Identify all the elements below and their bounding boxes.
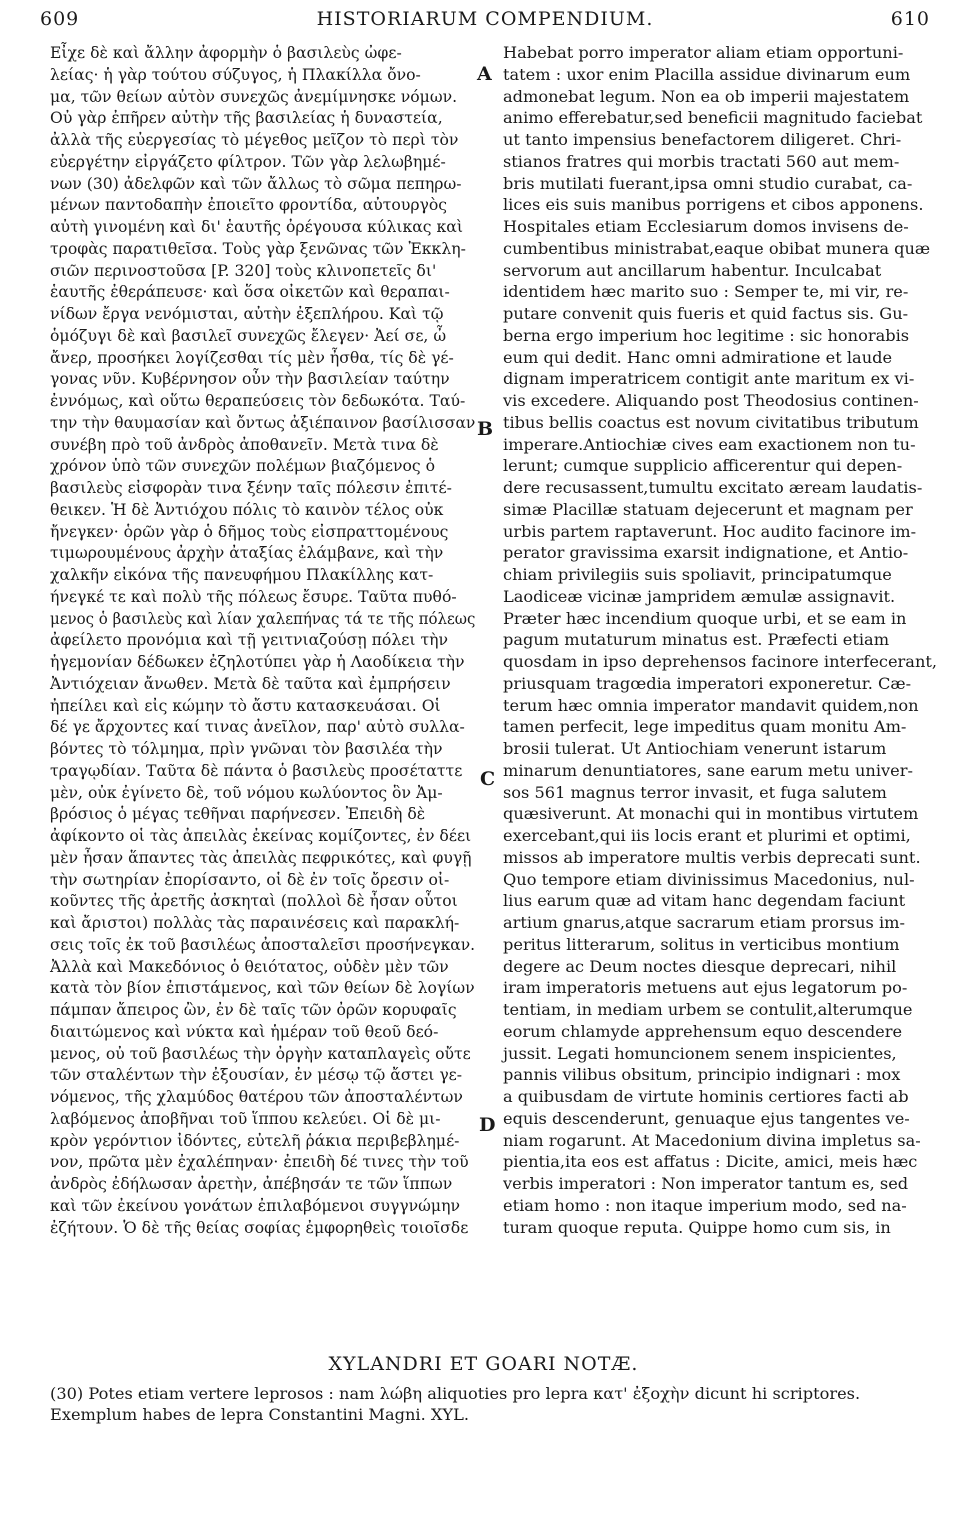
greek-text-line: ήνεγκέ τε καὶ πολὺ τῆς πόλεως ἔσυρε. Ταῦτα πυθό- [50,586,457,606]
greek-text-line: ἀφείλετο προνόμια καὶ τῇ γειτνιαζούσῃ πόλει τὴν [50,630,448,650]
latin-text-line: cumbentibus ministrabat,eaque obibat munera quæ [503,238,931,258]
greek-text-line: μὲν ἦσαν ἅπαντες τὰς ἀπειλὰς πεφρικότες, καὶ φυγῇ [50,847,472,867]
latin-text-line: terum hæc omnia imperator mandavit quidem,non [503,695,919,715]
greek-text-line: ἠπείλει καὶ εἰς κώμην τὸ ἄστυ κατασκευάσαι. Οἱ [50,695,441,715]
greek-text-column [50,42,490,1238]
latin-text-line: degere ac Deum noctes diesque deprecari, nihil [503,956,897,976]
latin-text-line: pientia,ita eos est affatus : Dicite, amici, meis hæc [503,1152,918,1172]
greek-text-line: σιῶν περινοστοῦσα [P. 320] τοὺς κλινοπετεῖς δι' [50,260,437,280]
latin-text-line: pannis vilibus obsitum, principio indignari : mox [503,1065,901,1085]
greek-text-line: λαβόμενος ἀποβῆναι τοῦ ἵππου κελεύει. Οἱ δὲ μι- [50,1108,441,1128]
latin-text-line: dere recusassent,tumultu excitato æream laudatis- [503,478,923,497]
greek-text-line: Οὐ γὰρ ἐπῆρεν αὐτὴν τῆς βασιλείας ἡ δυναστεία, [50,108,443,128]
greek-text-line: κοῦντες τῆς ἀρετῆς ἀσκηταὶ (πολλοὶ δὲ ἦσαν οὗτοι [50,891,458,911]
latin-text-line: artium gnarus,atque sacrarum etiam prorsus im- [503,913,905,932]
latin-text-line: equis descenderunt, genuaque ejus tangentes ve- [503,1108,910,1128]
latin-text-line: lerunt; cumque supplicio afficerentur qui depen- [503,456,903,476]
greek-text-line: θεικεν. Ἡ δὲ Ἀντιόχου πόλις τὸ καινὸν τέλος οὐκ [50,499,444,519]
latin-text-line: Quo tempore etiam divinissimus Macedonius, nul- [503,869,915,889]
latin-text-column [503,42,948,1238]
greek-text-line: τροφὰς παρατιθεῖσα. Τοὺς γὰρ ξενῶνας τῶν Ἐκκλη- [50,238,466,258]
latin-text-line: tentiam, in mediam urbem se contulit,alterumque [503,1000,913,1019]
latin-text-line: Præter hæc incendium quoque urbi, et se eam in [503,608,907,628]
greek-text-line: εὐεργέτην εἰργάζετο φίλτρον. Τῶν γὰρ λελωβημέ- [50,151,446,171]
page-header [40,8,930,38]
latin-text-line: quæsiverunt. At monachi qui in montibus virtutem [503,804,919,824]
latin-text-line: tamen perfecit, lege impeditus quam monitu Am- [503,717,907,737]
section-marker-d: D [479,1114,496,1136]
latin-text-line: stianos fratres qui morbis tractati 560 aut mem- [503,151,900,171]
greek-text-line: την τὴν θαυμασίαν καὶ ὄντως ἀξιέπαινον βασίλισσαν [50,412,476,432]
latin-text-line: niam rogarunt. At Macedonium divina impletus sa- [503,1130,921,1150]
latin-text-line: lius earum quæ ad vitam hanc degendam faciunt [503,891,906,911]
greek-text-line: ἑαυτῆς ἐθεράπευσε· καὶ ὅσα οἰκετῶν καὶ θεραπαι- [50,282,450,302]
greek-text-line: ἀφίκοντο οἱ τὰς ἀπειλὰς ἐκείνας κομίζοντες, ἐν δέει [50,826,472,845]
latin-text-line: peritus litterarum, solitus in verticibus montium [503,934,900,954]
latin-text-line: iram imperatoris metuens aut ejus legatorum po- [503,978,908,998]
latin-text-line: tatem : uxor enim Placilla assidue divinarum eum [503,64,911,84]
greek-text-line: κρὸν γερόντιον ἰδόντες, εὐτελῆ ῥάκια περιβεβλημέ- [50,1130,460,1150]
latin-text-line: dignam imperatricem contigit ante maritum ex vi- [503,369,915,389]
latin-text-line: turam quoque reputa. Quippe homo cum sis, in [503,1217,891,1237]
greek-text-line: νων (30) ἀδελφῶν καὶ τῶν ἄλλως τὸ σῶμα πεπηρω- [50,173,462,193]
greek-text-line: διαιτώμενος καὶ νύκτα καὶ ἡμέραν τοῦ θεοῦ δεό- [50,1021,439,1041]
greek-text-line: μενος, οὐ τοῦ βασιλέως τὴν ὀργὴν καταπλαγεὶς οὔτε [50,1043,471,1063]
greek-text-line: Ἀλλὰ καὶ Μακεδόνιος ὁ θειότατος, οὐδὲν μὲν τῶν [50,956,449,976]
latin-text-line: lices eis suis manibus porrigens et cibos apponens. [503,195,924,215]
greek-text-line: ἐζήτουν. Ὁ δὲ τῆς θείας σοφίας ἐμφορηθεὶς τοιοῖσδε [50,1217,469,1237]
latin-text-line: tibus bellis coactus est novum civitatibus tributum [503,412,919,432]
latin-text-line: missos ab imperatore multis verbis deprecati sunt. [503,847,921,867]
greek-text-line: ἄνερ, προσήκει λογίζεσθαι τίς μὲν ἦσθα, τίς δὲ γέ- [50,347,454,367]
greek-text-line: νόμενος, τῆς χλαμύδος θατέρου τῶν ἀποσταλέντων [50,1087,463,1106]
latin-text-line: sos 561 magnus terror invasit, et fuga salutem [503,782,887,802]
greek-text-line: ἀνδρὸς ἐδήλωσαν ἀρετὴν, ἀπέβησάν τε τῶν ἵππων [50,1174,453,1193]
section-marker-c: C [480,768,496,790]
greek-text-line: μενος ὁ βασιλεὺς καὶ λίαν χαλεπήνας τά τε τῆς πόλεως [50,608,476,628]
latin-text-line: Habebat porro imperator aliam etiam opportuni- [503,43,904,62]
latin-text-line: brosii tulerat. Ut Antiochiam venerunt istarum [503,739,887,758]
greek-text-line: τῶν σταλέντων τὴν ἐξουσίαν, ἐν μέσῳ τῷ ἄστει γε- [50,1065,463,1085]
section-marker-b: B [477,418,494,440]
latin-text-line: chiam privilegiis suis spoliavit, principatumque [503,565,892,584]
greek-text-line: γονας νῦν. Κυβέρνησον οὖν τὴν βασιλείαν ταύτην [50,369,450,389]
latin-text-line: verbis imperatori : Non imperator tantum es, sed [503,1174,909,1193]
latin-text-line: ut tanto impensius benefactorem diligeret. Chri- [503,130,902,149]
greek-text-line: καὶ ἄριστοι) πολλὰς τὰς παραινέσεις καὶ παρακλή- [50,913,460,932]
greek-text-line: βόντες τὸ τόλμημα, πρὶν γνῶναι τὸν βασιλέα τὴν [50,739,443,758]
latin-text-line: urbis partem raptaverunt. Hoc audito facinore im- [503,521,917,541]
greek-text-line: Εἶχε δὲ καὶ ἄλλην ἀφορμὴν ὁ βασιλεὺς ὠφε- [50,43,402,62]
greek-text-line: ἤνεγκεν· ὁρῶν γὰρ ὁ δῆμος τοὺς εἰσπραττομένους [50,521,449,541]
greek-text-line: ἐννόμως, καὶ οὕτω θεραπεύσεις τὸν δεδωκότα. Ταύ- [50,391,466,410]
greek-text-line: χρόνον ὑπὸ τῶν συνεχῶν πολέμων βιαζόμενος ὁ [50,456,436,476]
latin-text-line: a quibusdam de virtute hominis certiores facti ab [503,1087,909,1106]
greek-text-line: συνέβη πρὸ τοῦ ἀνδρὸς ἀποθανεῖν. Μετὰ τινα δὲ [50,434,439,454]
latin-text-line: admonebat legum. Non ea ob imperii majestatem [503,86,910,106]
greek-text-line: χαλκῆν εἰκόνα τῆς πανευφήμου Πλακίλλης κατ- [50,565,434,584]
greek-text-line: μα, τῶν θείων αὐτὸν συνεχῶς ἀνεμίμνησκε νόμων. [50,86,458,106]
latin-text-line: pagum mutaturum minatus est. Præfecti etiam [503,630,890,650]
section-marker-a: A [477,63,492,85]
greek-text-line: δέ γε ἄρχοντες καί τινας ἀνεῖλον, παρ' αὐτὸ συλλα- [50,717,465,737]
greek-text-line: σεις τοῖς ἐκ τοῦ βασιλέως ἀποσταλεῖσι προσήνεγκαν. [50,934,476,954]
latin-text-line: Hospitales etiam Ecclesiarum domos invisens de- [503,217,909,236]
latin-text-line: exercebant,qui iis locis erant et plurimi et optimi, [503,826,911,845]
latin-text-line: jussit. Legati homuncionem senem inspicientes, [503,1043,897,1063]
latin-text-line: animo efferebatur,sed beneficii magnitudo faciebat [503,108,923,128]
latin-text-line: bris mutilati fuerant,ipsa omni studio curabat, ca- [503,173,913,193]
latin-text-line: servorum aut ancillarum habentur. Inculcabat [503,260,882,280]
latin-text-line: priusquam tragœdia imperatori exponeretur. Cæ- [503,673,912,693]
greek-text-line: τὴν σωτηρίαν ἐπορίσαντο, οἱ δὲ ἐν τοῖς ὄρεσιν οἰ- [50,869,450,889]
greek-text-line: τραγῳδίαν. Ταῦτα δὲ πάντα ὁ βασιλεὺς προσέταττε [50,760,463,780]
greek-text-line: τιμωρουμένους ἀρχὴν ἀταξίας ἐλάμβανε, καὶ τὴν [50,543,444,563]
latin-text-line: imperare.Antiochiæ cives eam exactionem non tu- [503,434,916,454]
latin-text-line: identidem hæc marito suo : Semper te, mi vir, re- [503,282,909,302]
page-number-left: 609 [40,8,80,30]
latin-text-line: vis excedere. Aliquando post Theodosius continen- [503,391,919,410]
notes-body [50,1383,940,1425]
latin-text-line: eorum chlamyde apprehensum equo descendere [503,1021,903,1041]
greek-text-line: αὐτὴ γινομένη καὶ δι' ἑαυτῆς ὀρέγουσα κύλικας καὶ [50,217,463,236]
greek-text-line: ἀλλὰ τῆς εὐεργεσίας τὸ μέγεθος μεῖζον τὸ περὶ τὸν [50,130,459,149]
greek-text-line: βασιλεὺς εἰσφορὰν τινα ξένην ταῖς πόλεσιν ἐπιτέ- [50,478,452,497]
greek-text-line: νον, πρῶτα μὲν ἐχαλέπηναν· ἐπειδὴ δέ τινες τὴν τοῦ [50,1152,469,1172]
greek-text-line: βρόσιος ὁ μέγας τεθῆναι παρήνεσεν. Ἐπειδὴ δὲ [50,804,426,824]
greek-text-line: ὁμόζυγι δὲ καὶ βασιλεῖ συνεχῶς ἔλεγεν· Ἀεί σε, ὦ [50,325,447,345]
greek-text-line: νίδων ἔργα νενόμισται, αὐτὴν ἐξεπλήρου. Καὶ τῷ [50,304,444,323]
greek-text-line: Ἀντιόχειαν ἄνωθεν. Μετὰ δὲ ταῦτα καὶ ἐμπρήσειν [50,673,451,693]
greek-text-line: μένων παντοδαπὴν ἐποιεῖτο φροντίδα, αὐτουργὸς [50,195,448,215]
greek-text-line: μὲν, οὐκ ἐγίνετο δὲ, τοῦ νόμου κωλύοντος ὃν Ἀμ- [50,782,443,802]
latin-text-line: minarum denuntiatores, sane earum metu univer- [503,760,913,780]
page-number-right: 610 [890,8,930,30]
greek-text-line: πάμπαν ἄπειρος ὢν, ἐν δὲ ταῖς τῶν ὀρῶν κορυφαῖς [50,1000,457,1019]
latin-text-line: eum qui dedit. Hanc omni admiratione et laude [503,347,893,367]
latin-text-line: etiam homo : non itaque imperium modo, sed na- [503,1195,907,1215]
note-line: Exemplum habes de lepra Constantini Magni. XYL. [50,1405,470,1424]
latin-text-line: quosdam in ipso deprehensos facinore interfecerant, [503,652,938,671]
greek-text-line: κατὰ τὸν βίον ἐπιστάμενος, καὶ τῶν θείων δὲ λογίων [50,978,475,998]
greek-text-line: λείας· ἡ γὰρ τούτου σύζυγος, ἡ Πλακίλλα ὄνο- [50,64,421,84]
greek-text-line: ἡγεμονίαν δέδωκεν ἐζηλοτύπει γὰρ ἡ Λαοδίκεια τὴν [50,652,465,671]
latin-text-line: perator gravissima exarsit indignatione, et Antio- [503,543,909,563]
latin-text-line: putare convenit quis fueris et quid factus sis. Gu- [503,304,909,323]
latin-text-line: berna ergo imperium hoc legitime : sic honorabis [503,325,910,345]
latin-text-line: Laodiceæ vicinæ jampridem æmulæ assignavit. [503,586,896,606]
note-line: (30) Potes etiam vertere leprosos : nam λώβη aliquoties pro lepra κατ' ἐξοχὴν dicunt hi scriptores. [50,1384,861,1403]
latin-text-line: simæ Placillæ statuam dejecerunt et magnam per [503,499,913,519]
running-title: HISTORIARUM COMPENDIUM. [316,8,654,30]
greek-text-line: καὶ τῶν ἐκείνου γονάτων ἐπιλαβόμενοι συγγνώμην [50,1195,460,1215]
notes-title: XYLANDRI ET GOARI NOTÆ. [328,1353,639,1375]
